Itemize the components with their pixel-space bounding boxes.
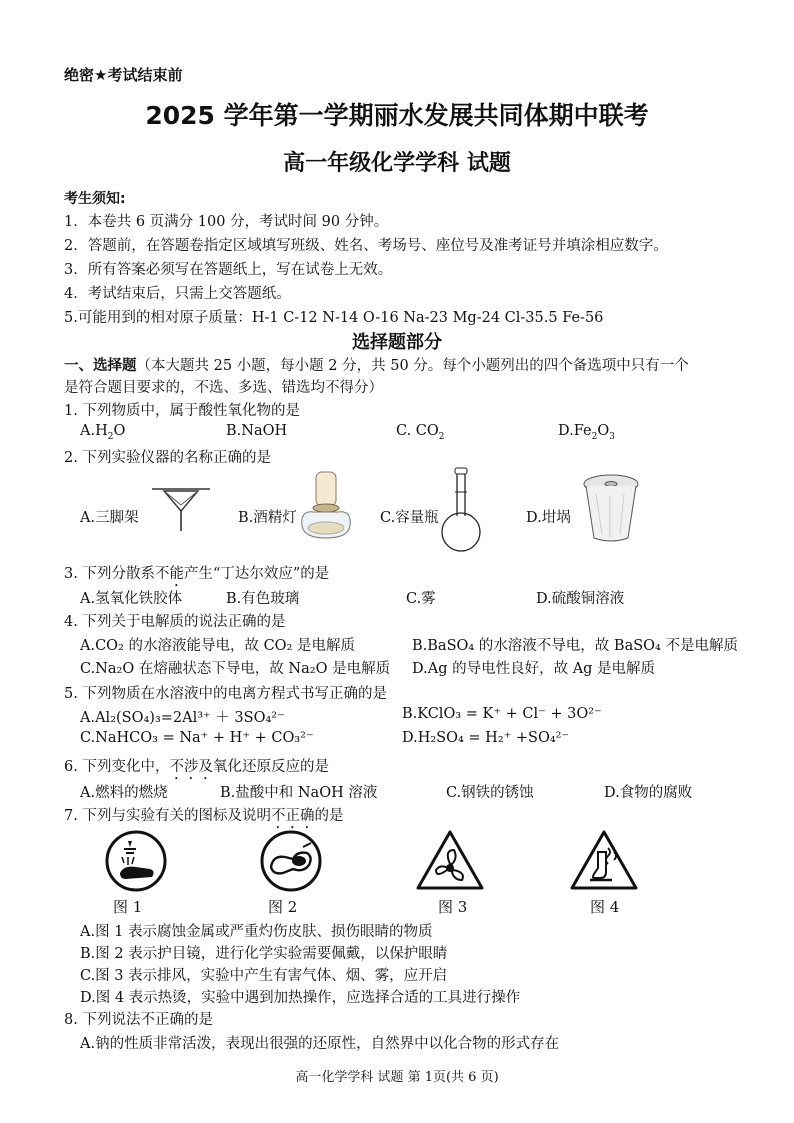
q3-option-a: A.氢氧化铁胶体	[80, 591, 183, 607]
q7-option-a: A.图 1 表示腐蚀金属或严重灼伤皮肤、损伤眼睛的物质	[80, 924, 433, 940]
section-title: 选择题部分	[352, 332, 442, 353]
q7-option-c: C.图 3 表示排风，实验中产生有害气体、烟、雾，应开启	[80, 968, 448, 984]
part1-intro	[64, 354, 689, 375]
q6-option-d: D.食物的腐败	[604, 785, 693, 801]
crucible-illustration	[580, 472, 642, 544]
volumetric-flask-illustration	[436, 466, 486, 556]
figure-3-label: 图 3	[438, 898, 468, 916]
notice-item-2: 2．答题前，在答题卷指定区域填写班级、姓名、考场号、座位号及准考证号并填涂相应数字。	[64, 238, 668, 254]
q6-option-c: C.钢铁的锈蚀	[446, 785, 534, 801]
q4-option-d: D.Ag 的导电性良好，故 Ag 是电解质	[412, 661, 656, 677]
goggles-icon	[259, 829, 323, 893]
q3-option-d: D.硫酸铜溶液	[536, 591, 625, 607]
q3-option-c: C.雾	[406, 591, 436, 607]
q8-option-a: A.钠的性质非常活泼，表现出很强的还原性，自然界中以化合物的形式存在	[80, 1036, 560, 1052]
hot-surface-icon	[568, 828, 640, 894]
q4-stem: 4. 下列关于电解质的说法正确的是	[64, 614, 286, 630]
q2-option-d: D.坩埚	[526, 510, 571, 526]
q4-option-b: B.BaSO₄ 的水溶液不导电，故 BaSO₄ 不是电解质	[412, 638, 738, 654]
ventilation-icon	[414, 828, 486, 894]
q2-option-a: A.三脚架	[80, 510, 139, 526]
confidential-mark: 绝密★考试结束前	[64, 66, 183, 84]
q3-option-b: B.有色玻璃	[226, 591, 300, 607]
notice-item-3: 3．所有答案必须写在答题纸上，写在试卷上无效。	[64, 262, 393, 278]
part1-lead: 一、选择题	[64, 357, 137, 374]
corrosive-icon	[104, 829, 168, 893]
q3-stem: 3. 下列分散系不能产生“丁达尔效应”的是	[64, 566, 330, 582]
q6-option-a: A.燃料的燃烧	[80, 785, 168, 801]
q2-option-c: C.容量瓶	[380, 510, 439, 526]
figure-4-label: 图 4	[590, 898, 620, 916]
tripod-illustration	[150, 485, 212, 535]
notice-item-1: 1．本卷共 6 页满分 100 分，考试时间 90 分钟。	[64, 214, 389, 230]
q7-stem: 7. 下列与实验有关的图标及说明不正确的是	[64, 808, 344, 824]
figure-2-label: 图 2	[268, 898, 298, 916]
q5-option-b: B.KClO₃ = K⁺ + Cl⁻ + 3O²⁻	[402, 706, 602, 722]
page-subtitle: 高一年级化学学科 试题	[283, 151, 511, 176]
q4-option-c: C.Na₂O 在熔融状态下导电，故 Na₂O 是电解质	[80, 661, 391, 677]
notice-heading: 考生须知:	[64, 191, 126, 207]
part1-intro-b: 是符合题目要求的，不选、多选、错选均不得分）	[64, 380, 383, 396]
q1-option-b: B.NaOH	[226, 423, 288, 439]
notice-item-4: 4．考试结束后，只需上交答题纸。	[64, 286, 291, 302]
q5-option-a: A.Al₂(SO₄)₃=2Al³⁺ ＋ 3SO₄²⁻	[80, 710, 285, 726]
q5-option-c: C.NaHCO₃ = Na⁺ + H⁺ + CO₃²⁻	[80, 730, 314, 746]
q7-option-d: D.图 4 表示热烫，实验中遇到加热操作，应选择合适的工具进行操作	[80, 990, 521, 1006]
notice-item-5: 5.可能用到的相对原子质量：H-1 C-12 N-14 O-16 Na-23 Mg-24 Cl-35.5 Fe-56	[64, 310, 604, 326]
q1-option-c: C. $CO_2$	[396, 423, 445, 442]
part1-intro-a: （本大题共 25 小题，每小题 2 分，共 50 分。每个小题列出的四个备选项中只有一个	[136, 358, 689, 374]
figure-1-label: 图 1	[113, 898, 143, 916]
q5-stem: 5. 下列物质在水溶液中的电离方程式书写正确的是	[64, 686, 387, 702]
alcohol-lamp-illustration	[294, 470, 358, 542]
q2-option-b: B.酒精灯	[238, 510, 297, 526]
q4-option-a: A.CO₂ 的水溶液能导电，故 CO₂ 是电解质	[80, 638, 355, 654]
q6-option-b: B.盐酸中和 NaOH 溶液	[220, 785, 378, 801]
q5-option-d: D.H₂SO₄ = H₂⁺ +SO₄²⁻	[402, 730, 570, 746]
page-footer: 高一化学学科 试题 第 1页(共 6 页)	[295, 1070, 499, 1085]
q8-stem: 8. 下列说法不正确的是	[64, 1012, 213, 1028]
q1-option-d: $D.Fe_2O_3$	[558, 423, 615, 442]
q6-stem: 6. 下列变化中，不涉及氧化还原反应的是	[64, 759, 329, 775]
q1-stem: 1. 下列物质中，属于酸性氧化物的是	[64, 403, 300, 419]
q2-stem: 2. 下列实验仪器的名称正确的是	[64, 450, 271, 466]
q7-option-b: B.图 2 表示护目镜，进行化学实验需要佩戴，以保护眼睛	[80, 946, 448, 962]
q1-option-a: $A.H_2O$	[80, 423, 126, 442]
page-title: 2025 学年第一学期丽水发展共同体期中联考	[145, 101, 649, 130]
